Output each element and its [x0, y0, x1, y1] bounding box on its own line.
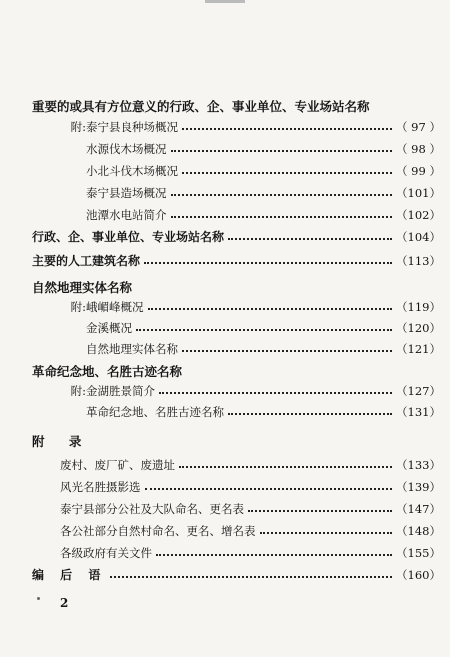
toc-label: 金溪概况 — [86, 321, 132, 335]
toc-label: 泰宁县部分公社及大队命名、更名表 — [60, 502, 244, 516]
dot-leader — [228, 411, 392, 415]
toc-label: 废村、废厂矿、废遗址 — [60, 458, 175, 472]
toc-label: 小北斗伐木场概况 — [86, 164, 178, 178]
toc-entry-heading[interactable] — [0, 228, 450, 246]
dot-leader — [228, 236, 392, 240]
toc-entry[interactable] — [0, 544, 450, 562]
toc-page-number: （ 97 ） — [396, 120, 441, 134]
toc-entry-heading[interactable] — [0, 566, 450, 584]
toc-entry[interactable] — [0, 319, 450, 337]
toc-entry[interactable] — [0, 340, 450, 358]
toc-page-number: （113） — [396, 254, 441, 268]
toc-entry[interactable] — [0, 382, 450, 400]
toc-page-number: （133） — [396, 458, 441, 472]
dot-leader — [248, 508, 392, 512]
toc-label: 金湖胜景简介 — [86, 384, 155, 398]
dot-leader — [182, 170, 392, 174]
toc-entry[interactable] — [0, 118, 450, 136]
toc-page-number: （155） — [396, 546, 441, 560]
toc-label: 行政、企、事业单位、专业场站名称 — [32, 230, 225, 244]
toc-label: 风光名胜摄影选 — [60, 480, 141, 494]
dot-leader — [148, 306, 393, 310]
toc-page-number: （131） — [396, 405, 441, 419]
dot-leader — [260, 530, 393, 534]
toc-entry[interactable] — [0, 140, 450, 158]
dot-leader — [156, 552, 392, 556]
toc-label: 主要的人工建筑名称 — [32, 254, 141, 268]
toc-page-number: （120） — [396, 321, 441, 335]
scan-speck — [37, 597, 40, 600]
dot-leader — [171, 192, 393, 196]
toc-label: 各级政府有关文件 — [60, 546, 152, 560]
toc-entry[interactable] — [0, 162, 450, 180]
section-heading-appendix: 附 录 — [32, 434, 92, 449]
section-heading-units: 重要的或具有方位意义的行政、企、事业单位、专业场站名称 — [32, 99, 370, 114]
toc-entry[interactable] — [0, 298, 450, 316]
dot-leader — [144, 260, 392, 264]
toc-entry[interactable] — [0, 478, 450, 496]
toc-label: 泰宁县造场概况 — [86, 186, 167, 200]
toc-page-number: （ 98 ） — [396, 142, 441, 156]
toc-entry[interactable] — [0, 206, 450, 224]
toc-entry[interactable] — [0, 184, 450, 202]
toc-entry[interactable] — [0, 522, 450, 540]
toc-page-number: （ 99 ） — [396, 164, 441, 178]
folio-page-number: 2 — [60, 596, 69, 610]
toc-label: 各公社部分自然村命名、更名、增名表 — [60, 524, 256, 538]
toc-page-number: （101） — [396, 186, 441, 200]
toc-entry[interactable] — [0, 500, 450, 518]
toc-label: 水源伐木场概况 — [86, 142, 167, 156]
scan-mark — [205, 0, 245, 3]
toc-entry[interactable] — [0, 403, 450, 421]
toc-page-number: （160） — [396, 568, 441, 582]
toc-page-number: （147） — [396, 502, 441, 516]
toc-page-number: （148） — [396, 524, 441, 538]
toc-label: 自然地理实体名称 — [86, 342, 178, 356]
toc-page-number: （119） — [396, 300, 441, 314]
dot-leader — [182, 348, 392, 352]
toc-label: 革命纪念地、名胜古迹名称 — [86, 405, 224, 419]
dot-leader — [159, 390, 392, 394]
dot-leader — [171, 214, 393, 218]
toc-label: 池潭水电站简介 — [86, 208, 167, 222]
toc-prefix: 附: — [70, 300, 86, 314]
toc-page-number: （121） — [396, 342, 441, 356]
toc-label: 泰宁县良种场概况 — [86, 120, 178, 134]
toc-page-number: （104） — [396, 230, 441, 244]
dot-leader — [110, 574, 392, 578]
dot-leader — [145, 486, 393, 490]
toc-page-number: （102） — [396, 208, 441, 222]
toc-label: 编 后 语 — [32, 568, 107, 582]
section-heading-natural: 自然地理实体名称 — [32, 280, 133, 295]
dot-leader — [179, 464, 392, 468]
toc-page-number: （139） — [396, 480, 441, 494]
toc-page-number: （127） — [396, 384, 441, 398]
dot-leader — [182, 126, 392, 130]
toc-prefix: 附: — [70, 120, 86, 134]
toc-label: 峨嵋峰概况 — [86, 300, 144, 314]
toc-entry-heading[interactable] — [0, 252, 450, 270]
toc-entry[interactable] — [0, 456, 450, 474]
dot-leader — [136, 327, 392, 331]
section-heading-revolution: 革命纪念地、名胜古迹名称 — [32, 364, 183, 379]
toc-prefix: 附: — [70, 384, 86, 398]
dot-leader — [171, 148, 393, 152]
